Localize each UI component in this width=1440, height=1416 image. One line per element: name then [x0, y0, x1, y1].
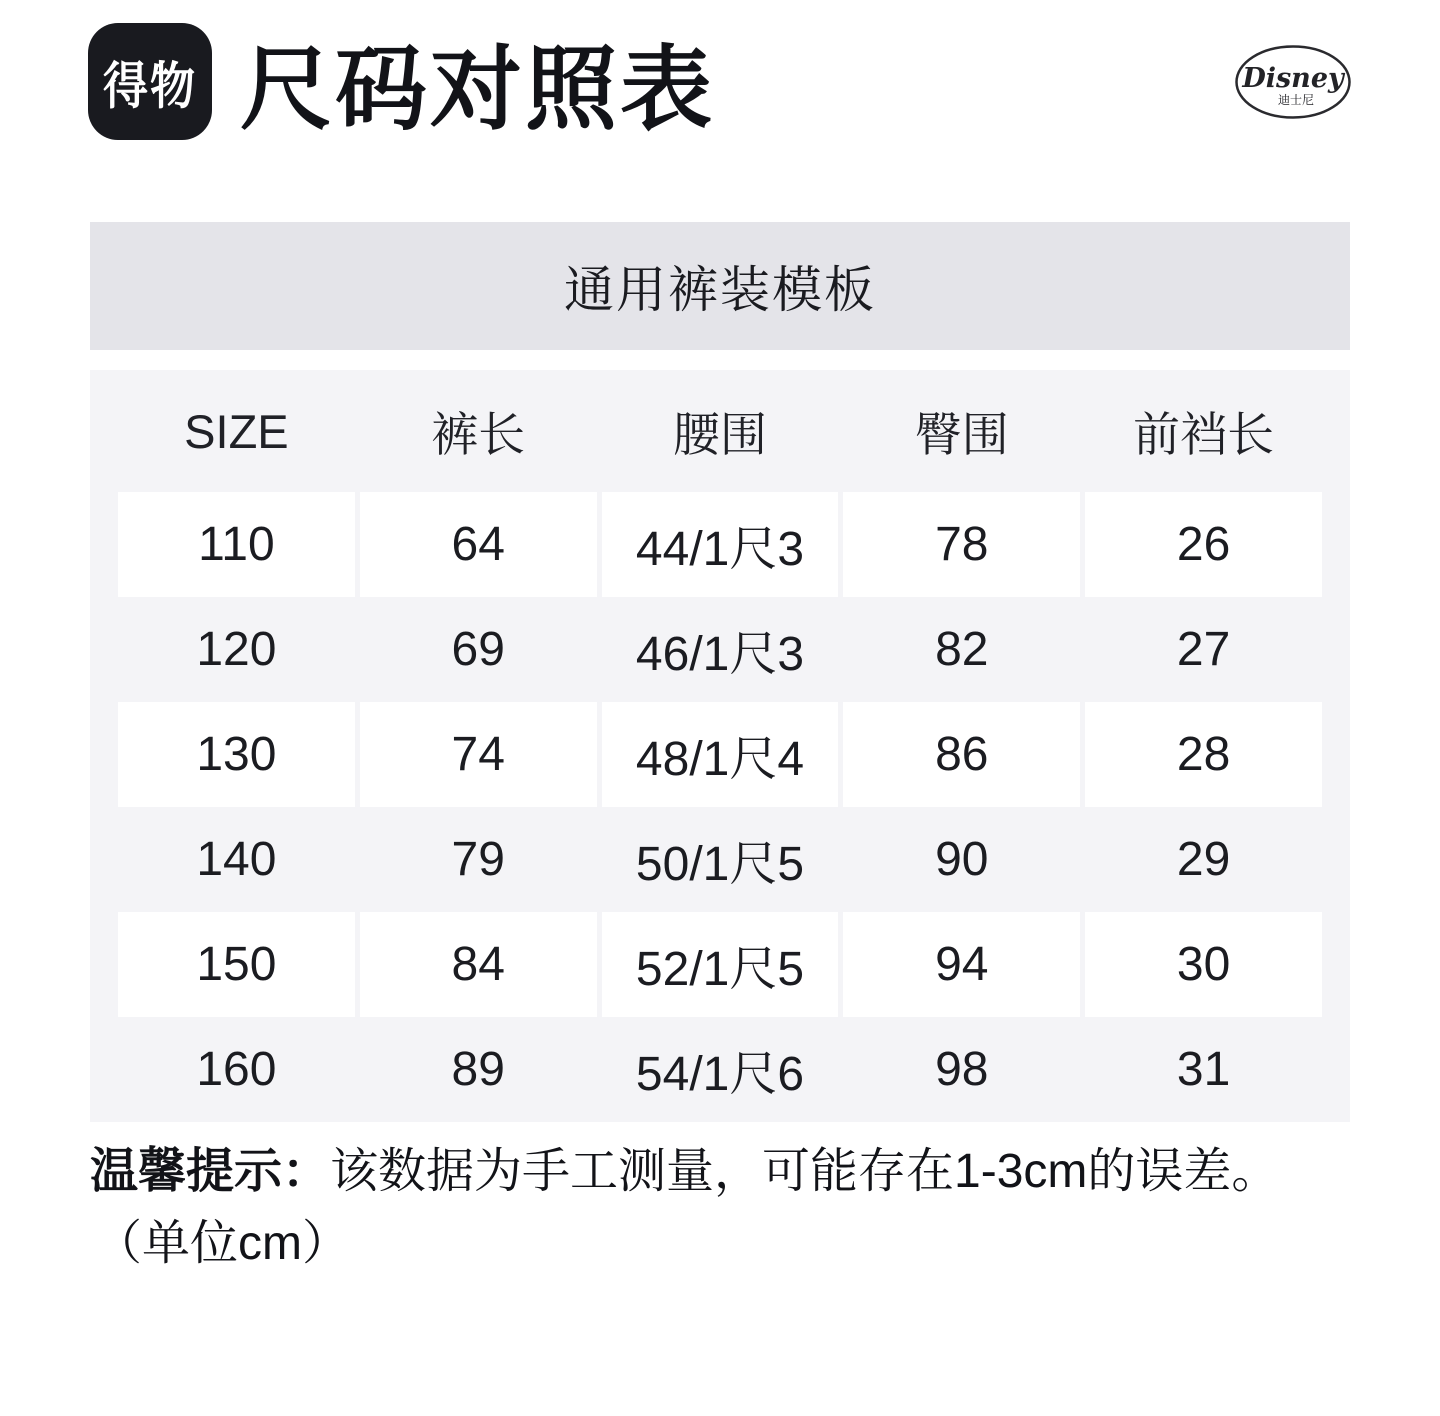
disney-logo [1234, 45, 1352, 119]
cell-waist: 48/1尺4 [602, 702, 839, 807]
cell-front-rise: 26 [1085, 492, 1322, 597]
page-title: 尺码对照表 [240, 38, 716, 141]
table-row [118, 492, 1322, 597]
cell-hip: 82 [935, 623, 989, 676]
table-row [118, 1017, 1322, 1122]
cell-size: 130 [118, 702, 355, 807]
cell-size: 110 [118, 492, 355, 597]
size-table [90, 370, 1350, 1122]
cell-pants-length: 89 [451, 1043, 505, 1096]
header [0, 0, 1440, 140]
table-row [118, 702, 1322, 807]
cell-pants-length: 84 [360, 912, 597, 1017]
table-row [118, 807, 1322, 912]
cell-hip: 78 [843, 492, 1080, 597]
note-text: 该数据为手工测量，可能存在1-3cm的误差。 [330, 1145, 1280, 1198]
cell-pants-length: 69 [451, 623, 505, 676]
cell-size: 150 [118, 912, 355, 1017]
template-banner [90, 222, 1350, 350]
template-banner-title: 通用裤装模板 [564, 262, 876, 318]
cell-size: 140 [196, 833, 277, 886]
table-row [118, 597, 1322, 702]
cell-front-rise: 29 [1176, 833, 1231, 886]
dewu-logo [88, 23, 212, 140]
cell-pants-length: 79 [451, 833, 505, 886]
cell-front-rise: 28 [1085, 702, 1322, 807]
cell-hip: 98 [935, 1043, 989, 1096]
column-header-hip: 臀围 [914, 407, 1009, 461]
cell-hip: 94 [843, 912, 1080, 1017]
column-header-size: SIZE [184, 404, 289, 458]
cell-hip: 86 [843, 702, 1080, 807]
dewu-logo-text: 得物 [102, 57, 197, 115]
cell-front-rise: 31 [1176, 1043, 1231, 1096]
cell-front-rise: 30 [1085, 912, 1322, 1017]
disney-logo-wordmark: Disney [1242, 62, 1344, 94]
disney-logo-icon [1234, 45, 1352, 119]
disney-logo-chinese-text: 迪士尼 [1277, 92, 1315, 107]
cell-waist: 44/1尺3 [602, 492, 839, 597]
note-line-2: （单位cm） [94, 1217, 350, 1270]
cell-pants-length: 64 [360, 492, 597, 597]
column-header-front-rise: 前裆长 [1133, 407, 1275, 461]
table-header-row [118, 370, 1322, 492]
cell-waist: 54/1尺6 [635, 1048, 805, 1101]
cell-hip: 90 [935, 833, 989, 886]
cell-pants-length: 74 [360, 702, 597, 807]
cell-size: 160 [196, 1043, 277, 1096]
cell-size: 120 [196, 623, 277, 676]
cell-front-rise: 27 [1176, 623, 1231, 676]
cell-waist: 50/1尺5 [635, 838, 805, 891]
column-header-pants-length: 裤长 [431, 407, 526, 461]
cell-waist: 46/1尺3 [635, 628, 805, 681]
cell-waist: 52/1尺5 [602, 912, 839, 1017]
note-line-1 [90, 1144, 1350, 1200]
column-header-waist: 腰围 [672, 407, 767, 461]
note-label: 温馨提示： [90, 1145, 331, 1198]
table-row [118, 912, 1322, 1017]
